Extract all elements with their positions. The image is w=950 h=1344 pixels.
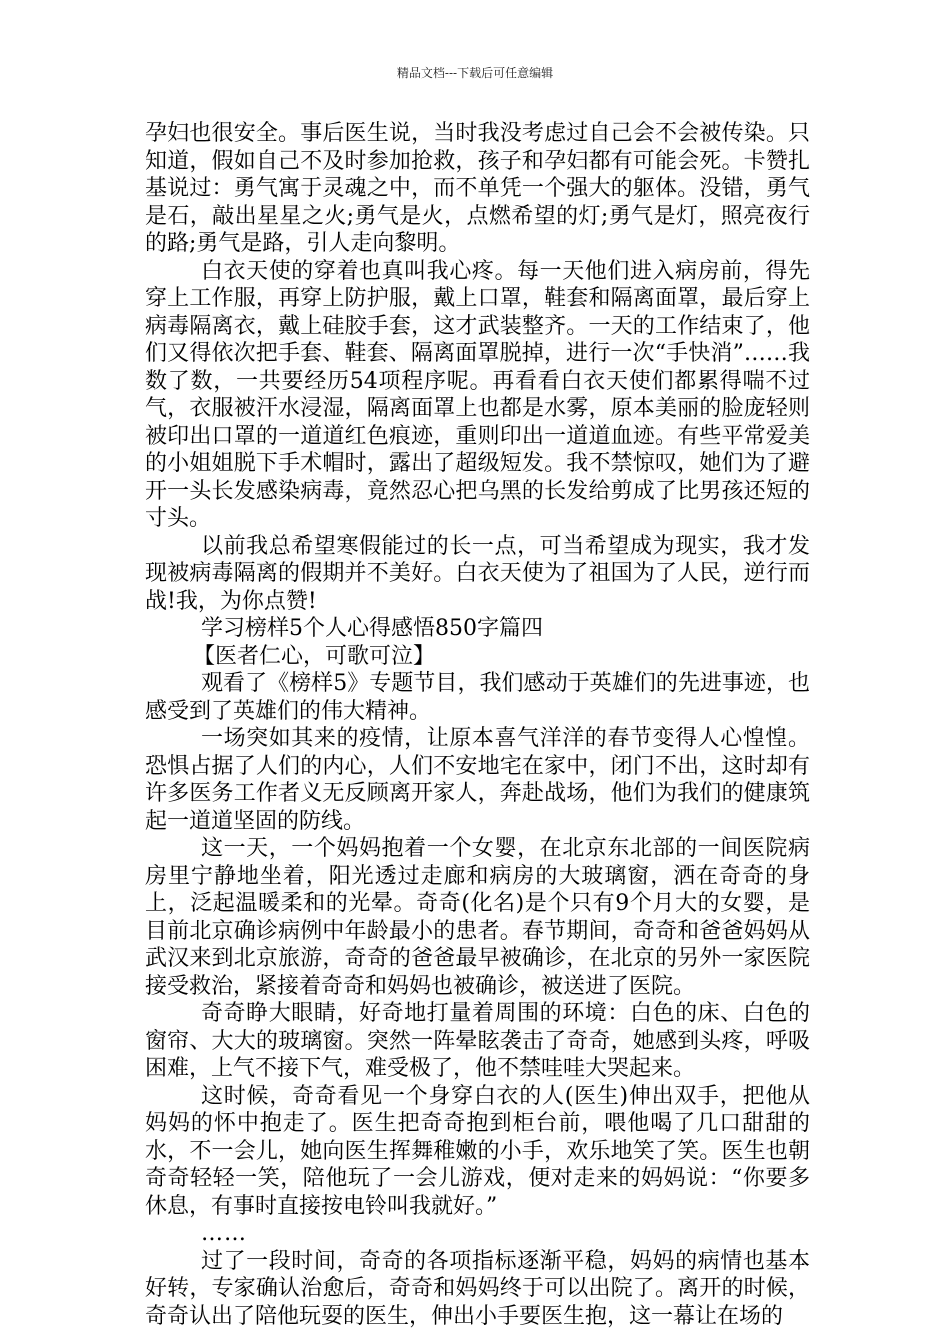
paragraph: 观看了《榜样5》专题节目，我们感动于英雄们的先进事迹，也感受到了英雄们的伟大精神。 (145, 671, 810, 724)
paragraph: 白衣天使的穿着也真叫我心疼。每一天他们进入病房前，得先穿上工作服，再穿上防护服，戴上口罩，鞋套和隔离面罩，最后穿上病毒隔离衣，戴上硅胶手套，这才武装整齐。一天的工作结束了，他们又得依次把手套、鞋套、隔离面罩脱掉，进行一次“手快消”……我数了数，一共要经历54项程序呢。再看看白衣天使们都累得喘不过气，衣服被汗水浸湿，隔离面罩上也都是水雾，原本美丽的脸庞轻则被印出口罩的一道道红色痕迹，重则印出一道道血迹。有些平常爱美的小姐姐脱下手术帽时，露出了超级短发。我不禁惊叹，她们为了避开一头长发感染病毒，竟然忍心把乌黑的长发给剪成了比男孩还短的寸头。 (145, 258, 810, 531)
document-body (145, 120, 810, 1330)
paragraph: 以前我总希望寒假能过的长一点，可当希望成为现实，我才发现被病毒隔离的假期并不美好。白衣天使为了祖国为了人民，逆行而战!我，为你点赞! (145, 533, 810, 614)
section-title: 学习榜样5个人心得感悟850字篇四 (201, 616, 543, 641)
ellipsis-line: …… (201, 1221, 247, 1246)
paragraph: 这时候，奇奇看见一个身穿白衣的人(医生)伸出双手，把他从妈妈的怀中抱走了。医生把奇奇抱到柜台前，喂他喝了几口甜甜的水，不一会儿，她向医生挥舞稚嫩的小手，欢乐地笑了笑。医生也朝奇奇轻轻一笑，陪他玩了一会儿游戏，便对走来的妈妈说：“你要多休息，有事时直接按电铃叫我就好。” (145, 1083, 810, 1219)
paragraph: 这一天，一个妈妈抱着一个女婴，在北京东北部的一间医院病房里宁静地坐着，阳光透过走廊和病房的大玻璃窗，洒在奇奇的身上，泛起温暖柔和的光晕。奇奇(化名)是个只有9个月大的女婴，是目前北京确诊病例中年龄最小的患者。春节期间，奇奇和爸爸妈妈从武汉来到北京旅游，奇奇的爸爸最早被确诊，在北京的另外一家医院接受救治，紧接着奇奇和妈妈也被确诊，被送进了医院。 (145, 836, 810, 999)
paragraph: 过了一段时间，奇奇的各项指标逐渐平稳，妈妈的病情也基本好转，专家确认治愈后，奇奇和妈妈终于可以出院了。离开的时候，奇奇认出了陪他玩耍的医生，伸出小手要医生抱，这一幕让在场的 (145, 1248, 810, 1329)
paragraph: 孕妇也很安全。事后医生说，当时我没考虑过自己会不会被传染。只知道，假如自己不及时参加抢救，孩子和孕妇都有可能会死。卡赞扎基说过：勇气寓于灵魂之中，而不单凭一个强大的躯体。没错，勇气是石，敲出星星之火;勇气是火，点燃希望的灯;勇气是灯，照亮夜行的路;勇气是路，引人走向黎明。 (145, 121, 810, 256)
section-subtitle: 【医者仁心，可歌可泣】 (193, 643, 436, 669)
paragraph: 奇奇睁大眼睛，好奇地打量着周围的环境：白色的床、白色的窗帘、大大的玻璃窗。突然一阵晕眩袭击了奇奇，她感到头疼，呼吸困难，上气不接下气，难受极了，他不禁哇哇大哭起来。 (145, 1001, 810, 1081)
page-header: 精品文档---下载后可任意编辑 (396, 66, 554, 80)
paragraph: 一场突如其来的疫情，让原本喜气洋洋的春节变得人心惶惶。恐惧占据了人们的内心，人们不安地宅在家中，闭门不出，这时却有许多医务工作者义无反顾离开家人，奔赴战场，他们为我们的健康筑起一道道坚固的防线。 (145, 726, 810, 834)
